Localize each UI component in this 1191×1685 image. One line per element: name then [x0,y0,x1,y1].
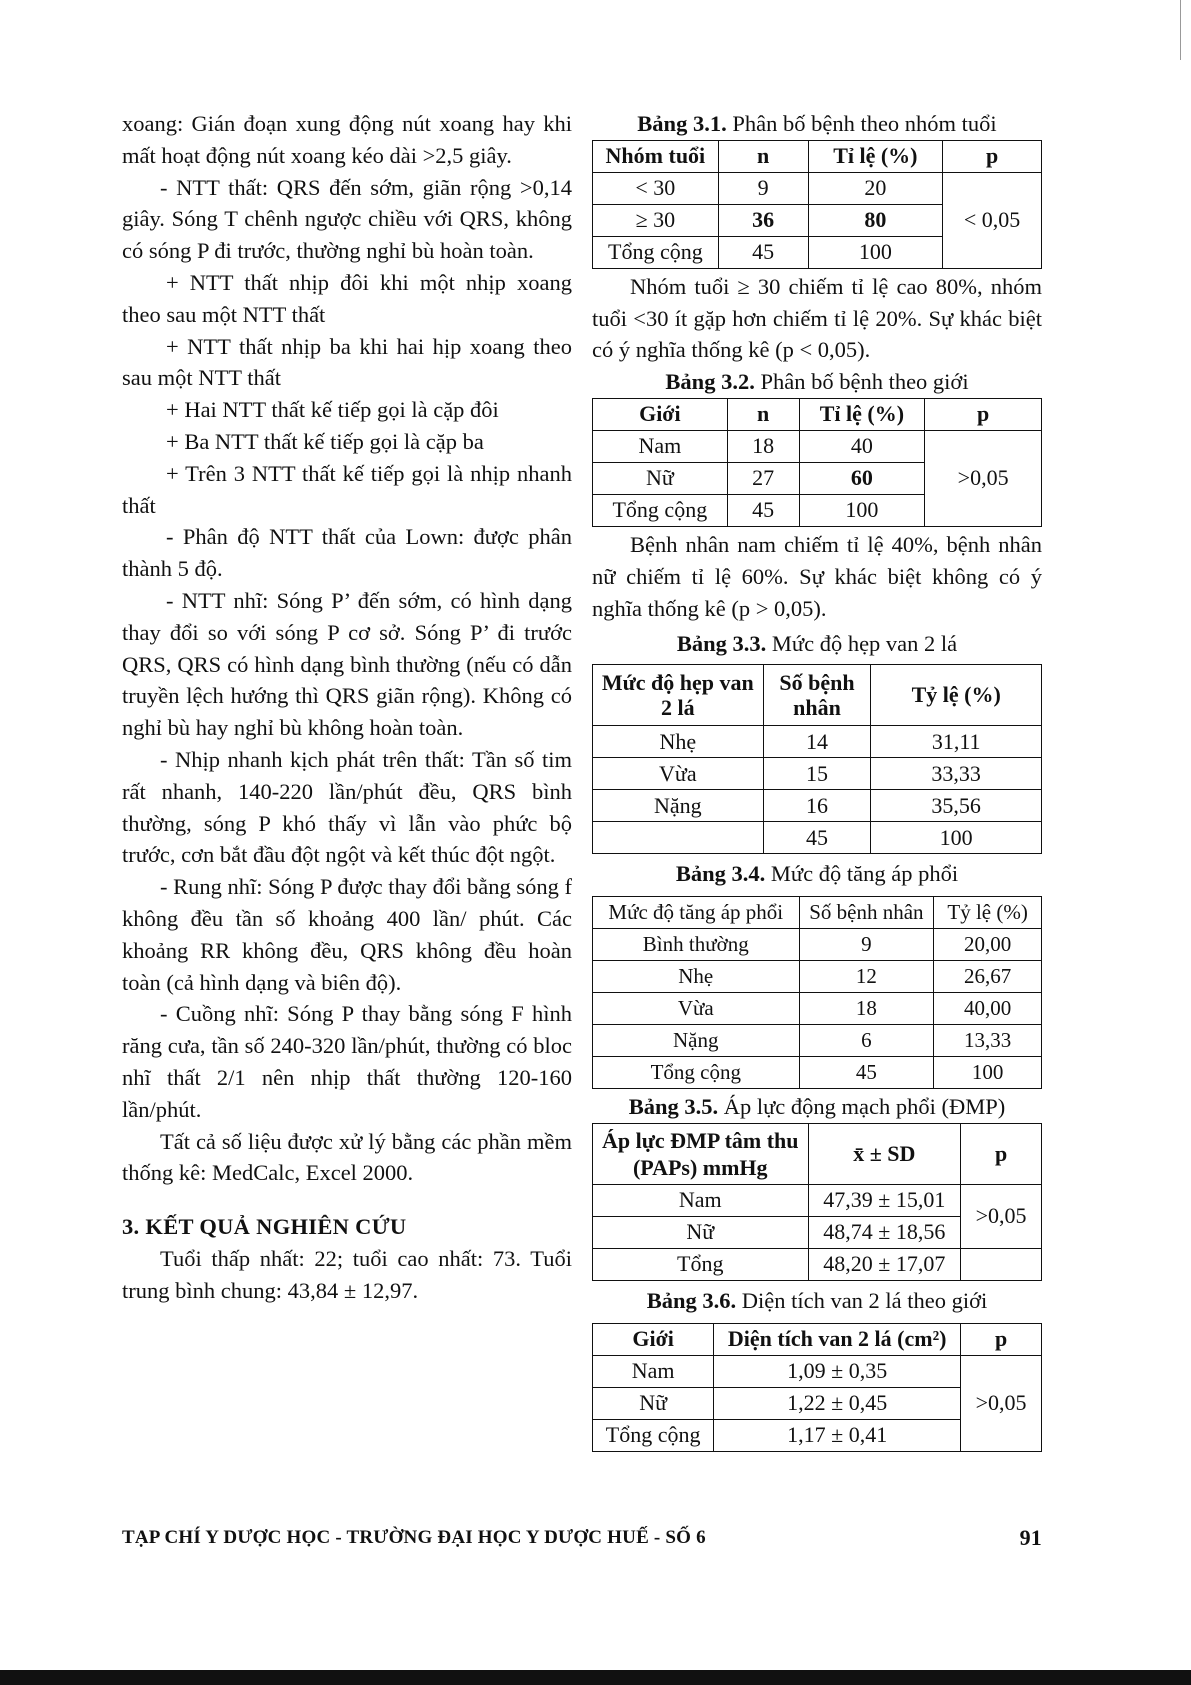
table6-header-gender: Giới [593,1323,714,1355]
table-cell: 33,33 [871,758,1042,790]
table5-header-p: p [961,1123,1042,1184]
table3-header-level: Mức độ hẹp van 2 lá [593,665,764,726]
table6-caption: Bảng 3.6. Diện tích van 2 lá theo giới [646,1287,988,1313]
table3-caption: Bảng 3.3. Mức độ hẹp van 2 lá [676,631,958,657]
table3-stenosis [592,664,1042,854]
table1-header-n: n [718,140,808,172]
table1-p-value: < 0,05 [943,172,1042,268]
table-cell: 18 [727,430,799,462]
table-cell: ≥ 30 [593,204,719,236]
table-cell: 16 [763,790,871,822]
table-cell: 26,67 [934,960,1042,992]
paragraph-pac: - NTT nhĩ: Sóng P’ đến sớm, có hình dạng thay đổi so với sóng P cơ sở. Sóng P’ đi trước QRS, QRS có hình dạng bình thường (nếu có dẫn truyền lệch hướng thì QRS giãn rộng). Không có nghỉ bù hay nghỉ bù không hoàn toàn. [122,587,572,741]
table-row [593,1355,1042,1387]
table5-p-value: >0,05 [961,1184,1042,1248]
journal-name: TẠP CHÍ Y DƯỢC HỌC - TRƯỜNG ĐẠI HỌC Y DƯỢC HUẾ - SỐ 6 [122,1527,706,1548]
table3-header-rate: Tỷ lệ (%) [871,665,1042,726]
paragraph-psvt: - Nhịp nhanh kịch phát trên thất: Tần số tim rất nhanh, 140-220 lần/phút đều, QRS bình thường, sóng P khó thấy vì lẫn vào phức bộ trước, cơn bắt đầu đột ngột và kết thúc đột ngột. [122,746,572,868]
page-footer [122,1527,1042,1557]
table-row [593,172,1042,204]
table4-header-patients: Số bệnh nhân [799,896,934,928]
table-cell: 20 [808,172,943,204]
table-cell: 9 [718,172,808,204]
table5-paps [592,1123,1042,1281]
table-row [593,790,1042,822]
table-cell: 27 [727,462,799,494]
table-row [593,960,1042,992]
table-cell [593,822,764,854]
table-row [593,726,1042,758]
paragraph-gender-result: Bệnh nhân nam chiếm tỉ lệ 40%, bệnh nhân nữ chiếm tỉ lệ 60%. Sự khác biệt không có ý nghĩa thống kê (p > 0,05). [592,531,1042,621]
table2-p-value: >0,05 [925,430,1042,526]
table-cell: 14 [763,726,871,758]
table-row [593,1248,1042,1280]
paragraph-software: Tất cả số liệu được xử lý bằng các phần mềm thống kê: MedCalc, Excel 2000. [122,1128,572,1186]
table-cell: 45 [763,822,871,854]
table-cell: Nhẹ [593,726,764,758]
results-heading: 3. KẾT QUẢ NGHIÊN CỨU [122,1214,407,1240]
table-cell: 18 [799,992,934,1024]
table-cell: Vừa [593,992,800,1024]
table-cell: 6 [799,1024,934,1056]
table6-mitral-area [592,1323,1042,1452]
table-cell: 80 [808,204,943,236]
table-row [593,928,1042,960]
table-cell: 1,17 ± 0,41 [714,1419,961,1451]
table4-pulmonary-hypertension [592,896,1042,1089]
table6-p-value: >0,05 [961,1355,1042,1451]
table-cell: Nặng [593,790,764,822]
table-row [593,758,1042,790]
table5-header-paps: Áp lực ĐMP tâm thu (PAPs) mmHg [593,1123,809,1184]
table-cell: Nam [593,430,728,462]
table-cell: < 30 [593,172,719,204]
page-number: 91 [1019,1525,1042,1550]
table-row [593,1056,1042,1088]
table5-caption: Bảng 3.5. Áp lực động mạch phổi (ĐMP) [628,1093,1006,1119]
table-cell: Nữ [593,1387,714,1419]
table-row [593,430,1042,462]
table-cell: 12 [799,960,934,992]
table-cell: Bình thường [593,928,800,960]
table4-caption: Bảng 3.4. Mức độ tăng áp phổi [675,861,959,887]
table-cell: 40,00 [934,992,1042,1024]
table2-header-rate: Tỉ lệ (%) [799,398,925,430]
table-cell: 100 [799,494,925,526]
paragraph-trigeminy: + NTT thất nhịp ba khi hai hịp xoang theo sau một NTT thất [122,333,572,391]
table-cell: 100 [871,822,1042,854]
table-cell: 13,33 [934,1024,1042,1056]
table-cell: Tổng [593,1248,809,1280]
table-cell: 36 [718,204,808,236]
table6-header-p: p [961,1323,1042,1355]
table-cell: Vừa [593,758,764,790]
table2-header-n: n [727,398,799,430]
paragraph-sinus-arrest: xoang: Gián đoạn xung động nút xoang hay khi mất hoạt động nút xoang kéo dài >2,5 giây. [122,111,572,168]
table-cell: Nam [593,1184,809,1216]
table-cell: 60 [799,462,925,494]
table1-header-p: p [943,140,1042,172]
table-cell: 45 [718,236,808,268]
table2-header-gender: Giới [593,398,728,430]
left-column [122,108,572,1306]
scan-edge-line [1180,0,1181,60]
table-cell: 31,11 [871,726,1042,758]
table-cell: 48,20 ± 17,07 [808,1248,961,1280]
table-row [593,1024,1042,1056]
paragraph-af: - Rung nhĩ: Sóng P được thay đổi bằng sóng f không đều tần số khoảng 400 lần/ phút. Các khoảng RR không đều, QRS không đều hoàn toàn (cả hình dạng và biên độ). [122,874,572,995]
table-cell: 15 [763,758,871,790]
table1-header-group: Nhóm tuổi [593,140,719,172]
right-column [592,108,1042,1454]
table1-header-rate: Tỉ lệ (%) [808,140,943,172]
table-cell: Tổng cộng [593,1419,714,1451]
table-cell [961,1248,1042,1280]
table-cell: 40 [799,430,925,462]
table-cell: 45 [727,494,799,526]
table1-caption: Bảng 3.1. Phân bố bệnh theo nhóm tuổi [637,111,997,136]
table4-header-level: Mức độ tăng áp phổi [593,896,800,928]
table-cell: 1,09 ± 0,35 [714,1355,961,1387]
table-row [593,822,1042,854]
table-cell: 35,56 [871,790,1042,822]
paragraph-bigeminy: + NTT thất nhịp đôi khi một nhịp xoang theo sau một NTT thất [122,269,572,327]
table-cell: Tổng cộng [593,494,728,526]
table6-header-area: Diện tích van 2 lá (cm²) [714,1323,961,1355]
table-cell: Nặng [593,1024,800,1056]
table-cell: 48,74 ± 18,56 [808,1216,961,1248]
table-cell: 1,22 ± 0,45 [714,1387,961,1419]
table5-header-mean-sd: x̄ ± SD [808,1123,961,1184]
table-row [593,1184,1042,1216]
table-cell: 9 [799,928,934,960]
table1-age-groups [592,140,1042,269]
table-cell: Nữ [593,462,728,494]
table-cell: 45 [799,1056,934,1088]
table-cell: 47,39 ± 15,01 [808,1184,961,1216]
paragraph-flutter: - Cuồng nhĩ: Sóng P thay bằng sóng F hình răng cưa, tần số 240-320 lần/phút, thường có bloc nhĩ thất 2/1 nên nhịp thất thường 120-160 lần/phút. [122,1001,572,1122]
table-cell: 100 [808,236,943,268]
table-row [593,992,1042,1024]
paragraph-pvc: - NTT thất: QRS đến sớm, giãn rộng >0,14 giây. Sóng T chênh ngược chiều với QRS, không có sóng P đi trước, thường nghỉ bù hoàn toàn. [122,174,572,264]
table-cell: 100 [934,1056,1042,1088]
table3-header-patients: Số bệnh nhân [763,665,871,726]
table-cell: Tổng cộng [593,1056,800,1088]
scan-bottom-bar [0,1670,1191,1685]
table-cell: 20,00 [934,928,1042,960]
paragraph-lown: - Phân độ NTT thất của Lown: được phân thành 5 độ. [122,524,572,582]
table-cell: Nữ [593,1216,809,1248]
paragraph-age: Tuổi thấp nhất: 22; tuổi cao nhất: 73. Tuổi trung bình chung: 43,84 ± 12,97. [122,1245,572,1303]
table2-header-p: p [925,398,1042,430]
table2-gender [592,398,1042,527]
table4-header-rate: Tỷ lệ (%) [934,896,1042,928]
paragraph-vt: + Trên 3 NTT thất kế tiếp gọi là nhịp nhanh thất [122,460,572,518]
table-cell: Tổng cộng [593,236,719,268]
table-cell: Nhẹ [593,960,800,992]
paragraph-triplet: + Ba NTT thất kế tiếp gọi là cặp ba [166,428,484,454]
table-cell: Nam [593,1355,714,1387]
table2-caption: Bảng 3.2. Phân bố bệnh theo giới [665,369,969,395]
paragraph-couplet: + Hai NTT thất kế tiếp gọi là cặp đôi [166,397,499,423]
paragraph-age-result: Nhóm tuổi ≥ 30 chiếm tỉ lệ cao 80%, nhóm tuổi <30 ít gặp hơn chiếm tỉ lệ 20%. Sự khác biệt có ý nghĩa thống kê (p < 0,05). [592,273,1042,363]
